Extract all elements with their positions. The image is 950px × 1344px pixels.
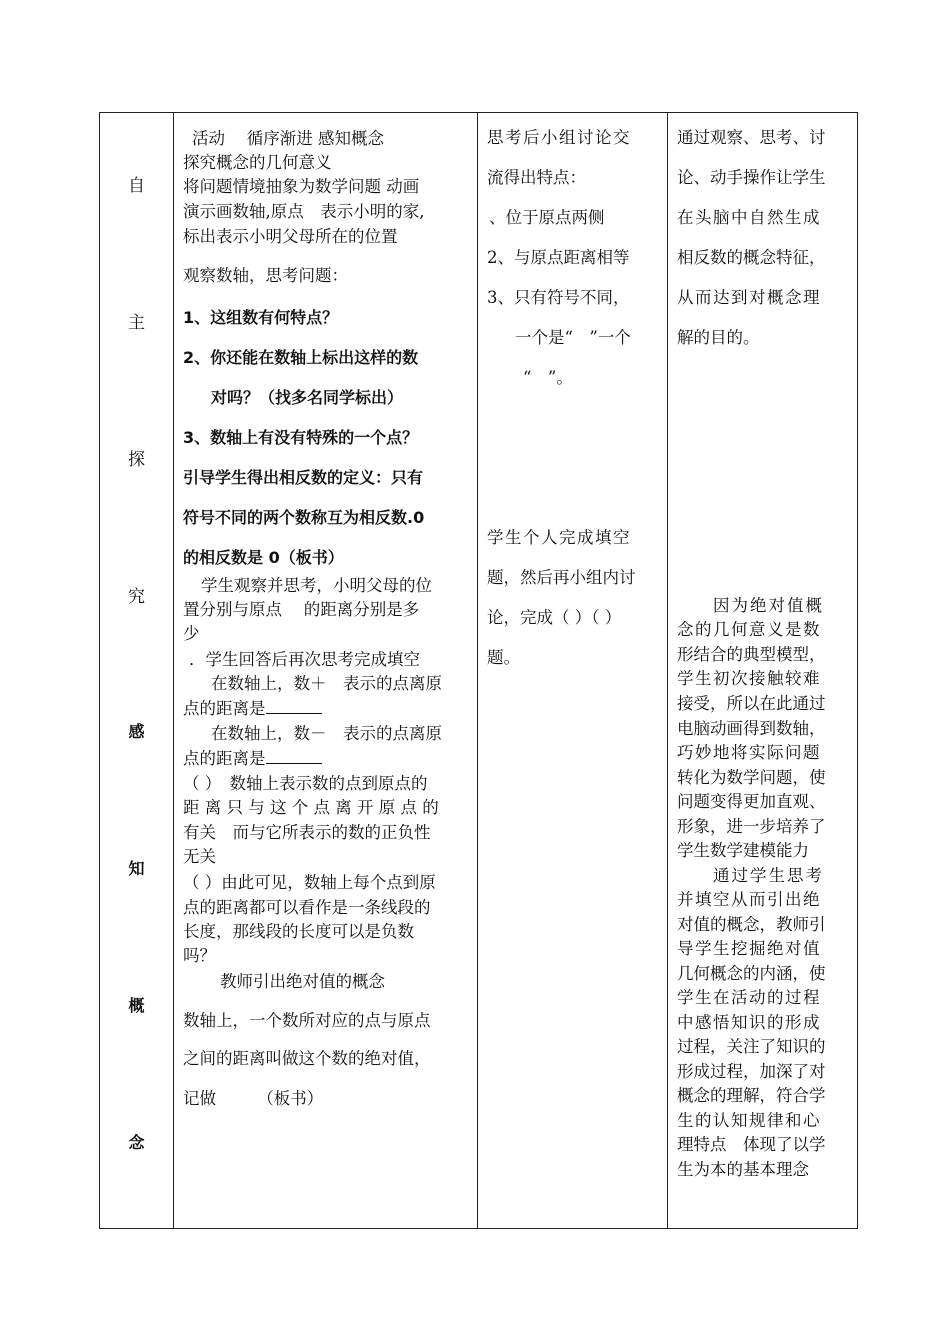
student-line: 流得出特点： (487, 168, 586, 187)
intent-para-line: 问题变得更加直观、 (677, 792, 826, 811)
stage-char: 究 (128, 587, 145, 607)
intent-para-line: 几何概念的内涵，使 (677, 964, 826, 983)
intent-para-line: 学生数学建模能力 (677, 841, 809, 860)
fill-line (183, 746, 322, 771)
judge-line: 点的距离都可以看作是一条线段的 (183, 898, 431, 917)
activity-line: 标出表示小明父母所在的位置 (183, 227, 398, 246)
student-line: 、位于原点两侧 (489, 208, 605, 227)
stage-char: 知 (128, 859, 145, 878)
intent-line: 从而达到对概念理 (677, 288, 821, 307)
intent-para-line: 理特点 体现了以学 (677, 1135, 826, 1154)
intent-para-line: 电脑动画得到数轴， (677, 719, 826, 738)
stage-char: 自 (128, 176, 145, 196)
intent-para-line: 生的认知规律和心 (677, 1111, 821, 1130)
fill-text: 点的距离是 (183, 699, 266, 718)
intent-para-line: 形成过程，加深了对 (677, 1062, 826, 1081)
observe-line: 学生观察并思考，小明父母的位 (201, 576, 432, 595)
fill-text: 点的距离是 (183, 749, 266, 768)
activity-line: 探究概念的几何意义 (183, 153, 332, 172)
intent-cell (669, 113, 857, 1228)
absolute-intro: 教师引出绝对值的概念 (220, 972, 385, 991)
intent-para-line: 并填空从而引出绝 (677, 890, 821, 909)
intent-para-line: 学生初次接触较难 (677, 669, 821, 688)
intent-para-line: 生为本的基本理念 (677, 1160, 809, 1179)
intent-para-line: 转化为数学问题，使 (677, 768, 826, 787)
judge-line: 有关 而与它所表示的数的正负性 (183, 823, 431, 842)
lesson-table (99, 112, 858, 1229)
student-line: 一个是“ ”一个 (515, 328, 631, 347)
activity-line: 将问题情境抽象为数学问题 动画 (183, 177, 420, 196)
student-line: 学生个人完成填空 (487, 528, 631, 547)
absolute-definition: 记做 （板书） (183, 1089, 324, 1108)
question-intro: 观察数轴，思考问题： (183, 266, 348, 285)
intent-para-line: 形结合的典型模型， (677, 645, 826, 664)
intent-para-line: 因为绝对值概 (713, 596, 824, 615)
intent-para-line: 概念的理解，符合学 (677, 1086, 826, 1105)
intent-para-line: 导学生挖掘绝对值 (677, 939, 821, 958)
judge-line: 距 离 只 与 这 个 点 离 开 原 点 的 (183, 798, 439, 817)
intent-para-line: 形象，进一步培养了 (677, 817, 826, 836)
stage-char: 感 (128, 722, 145, 741)
intent-line: 解的目的。 (677, 328, 760, 347)
judge-line: 吗？ (183, 946, 216, 965)
question-2: 2、你还能在数轴上标出这样的数 (183, 348, 419, 367)
fill-blank (266, 696, 322, 714)
question-1: 1、这组数有何特点？ (183, 308, 339, 327)
student-line: 思考后小组讨论交 (487, 128, 631, 147)
stage-char: 探 (128, 450, 145, 470)
question-3: 3、数轴上有没有特殊的一个点？ (183, 428, 419, 447)
student-line: 论，完成（ ）（ ） (487, 608, 622, 627)
absolute-definition: 之间的距离叫做这个数的绝对值， (183, 1049, 431, 1068)
intent-line: 论、动手操作让学生 (677, 168, 826, 187)
intent-para-line: 接受，所以在此通过 (677, 694, 826, 713)
definition-line: 的相反数是 0（板书） (183, 548, 344, 567)
column-divider (477, 113, 478, 1228)
judge-line: （ ） 数轴上表示数的点到原点的 (183, 774, 428, 793)
student-line: 题。 (487, 648, 520, 667)
observe-line: 少 (183, 624, 200, 643)
judge-line: 长度，那线段的长度可以是负数 (183, 922, 414, 941)
fill-line: 在数轴上，数－ 表示的点离原 (211, 724, 442, 743)
judge-line: （ ）由此可见，数轴上每个点到原 (183, 873, 436, 892)
intent-para-line: 中感悟知识的形成 (677, 1013, 821, 1032)
fill-line (183, 696, 322, 721)
observe-line: ．学生回答后再次思考完成填空 (189, 650, 420, 669)
intent-para-line: 念的几何意义是数 (677, 620, 821, 639)
student-line: “ ”。 (523, 368, 573, 387)
student-line: 2、与原点距离相等 (487, 248, 630, 267)
intent-line: 相反数的概念特征， (677, 248, 826, 267)
absolute-definition: 数轴上，一个数所对应的点与原点 (183, 1011, 431, 1030)
activity-title: 活动 循序渐进 感知概念 (192, 129, 384, 148)
column-divider (173, 113, 174, 1228)
intent-line: 在头脑中自然生成 (677, 208, 821, 227)
definition-line: 引导学生得出相反数的定义：只有 (183, 468, 424, 487)
intent-para-line: 学生在活动的过程 (677, 988, 821, 1007)
fill-line: 在数轴上，数＋ 表示的点离原 (211, 674, 442, 693)
activity-cell (175, 113, 475, 1228)
fill-blank (266, 746, 322, 764)
column-divider (667, 113, 668, 1228)
stage-cell (100, 113, 173, 1228)
student-line: 3、只有符号不同， (487, 288, 630, 307)
student-line: 题，然后再小组内讨 (487, 568, 636, 587)
student-cell (479, 113, 666, 1228)
intent-para-line: 过程，关注了知识的 (677, 1037, 826, 1056)
stage-char: 概 (128, 996, 145, 1015)
stage-char: 念 (128, 1133, 145, 1152)
intent-line: 通过观察、思考、讨 (677, 128, 826, 147)
question-2-cont: 对吗？（找多名同学标出） (211, 388, 404, 407)
observe-line: 置分别与原点 的距离分别是多 (183, 600, 420, 619)
judge-line: 无关 (183, 847, 216, 866)
definition-line: 符号不同的两个数称互为相反数.0 (183, 508, 425, 527)
intent-para-line: 对值的概念，教师引 (677, 915, 826, 934)
activity-line: 演示画数轴,原点 表示小明的家, (183, 202, 425, 221)
stage-char: 主 (128, 313, 145, 333)
intent-para-line: 通过学生思考 (713, 866, 824, 885)
intent-para-line: 巧妙地将实际问题 (677, 743, 821, 762)
